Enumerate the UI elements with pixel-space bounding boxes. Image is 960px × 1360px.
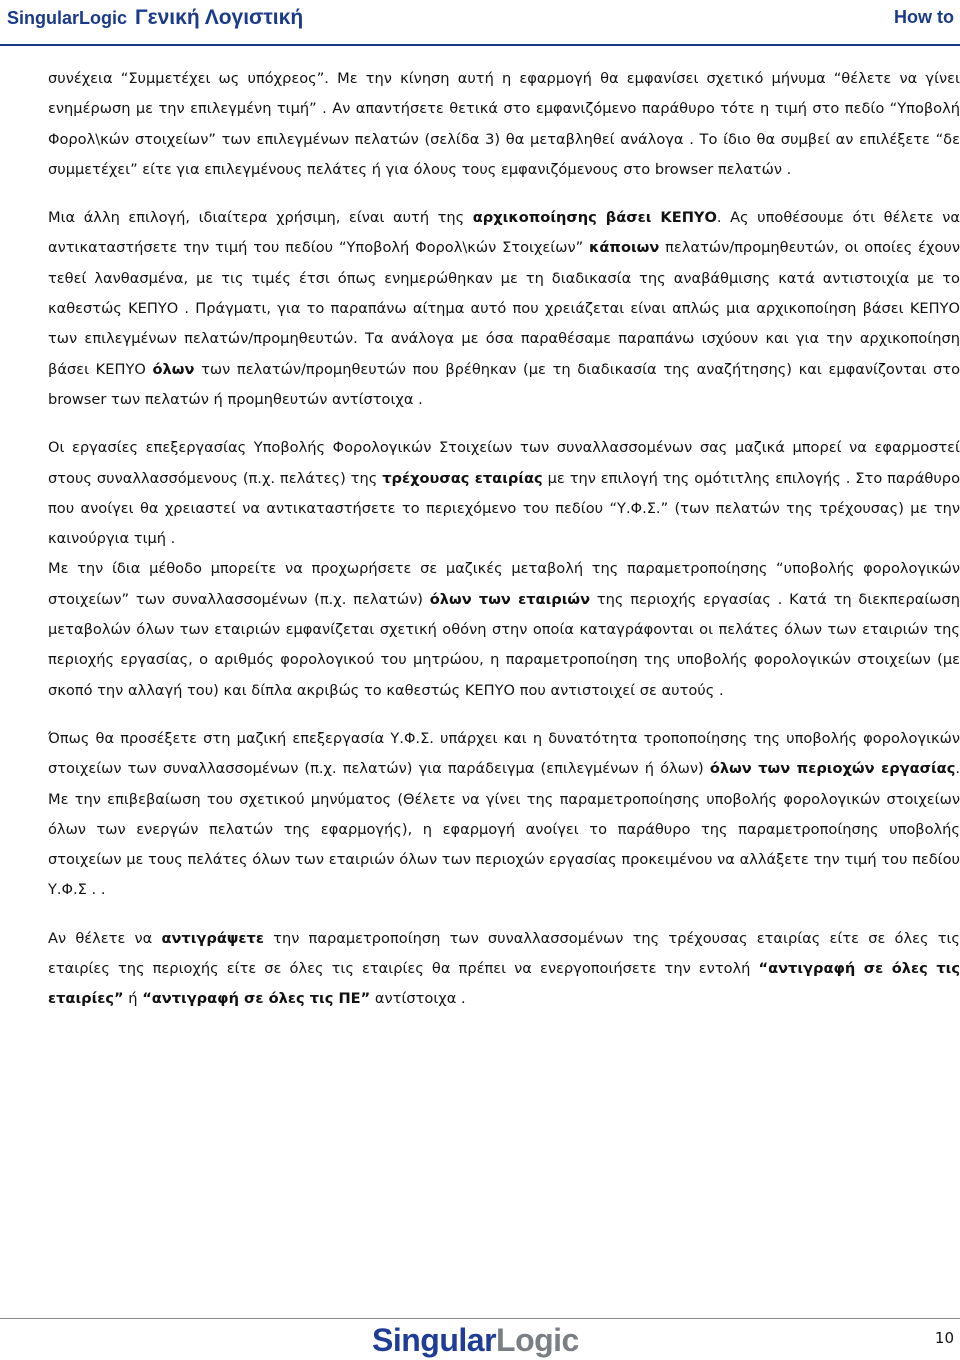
text-run: με την επιλογή της ομότιτλης επιλογής . Στο παράθυρο που ανοίγει θα χρειαστεί να αντικαταστήσετε το περιεχόμενο του πεδίου “Υ.Φ.Σ.” (των πελατών της τρέχουσας) με την καινούργια τιμή . [48,469,960,548]
text-run: πελατών/προμηθευτών, οι οποίες έχουν τεθεί λανθασμένα, με τις τιμές έτσι όπως ενημερώθηκαν με τη διαδικασία της αναβάθμισης κατά αντιστοιχία με το καθεστώς ΚΕΠΥΟ . Πράγματι, για το παραπάνω αίτημα αυτό που χρειάζεται είναι απλώς μια αρχικοποίηση βάσει ΚΕΠΥΟ των επιλεγμένων πελατών/προμηθευτών. Τα ανάλογα με όσα παραθέσαμε παραπάνω ισχύουν και για την αρχικοποίηση βάσει ΚΕΠΥΟ [48,239,960,378]
text-run: Όπως θα προσέξετε στη μαζική επεξεργασία Υ.Φ.Σ. υπάρχει και η δυνατότητα τροποποίησης της υποβολής φορολογικών στοιχείων των συναλλασσομένων (π.χ. πελατών) για παράδειγμα (επιλεγμένων ή όλων) [48,729,960,778]
bold-run: αντιγράψετε [161,929,264,947]
bold-run: κάποιων [589,239,660,257]
page-number: 10 [934,1329,954,1347]
text-run: Μια άλλη επιλογή, ιδιαίτερα χρήσιμη, είναι αυτή της [48,209,473,227]
text-run: . Με την επιβεβαίωση του σχετικού μηνύματος (Θέλετε να γίνει της παραμετροποίησης υποβολής φορολογικών στοιχείων όλων των ενεργών πελατών της εφαρμογής), η εφαρμογή ανοίγει το παράθυρο της παραμετροποίησης υποβολής στοιχείων με τους πελάτες όλων των εταιριών όλων των περιοχών εργασίας προκειμένου να αλλάξετε την τιμή του πεδίου Υ.Φ.Σ . . [48,760,960,899]
text-run: συνέχεια “Συμμετέχει ως υπόχρεος”. Με την κίνηση αυτή η εφαρμογή θα εμφανίσει σχετικό μήνυμα “θέλετε να γίνει ενημέρωση με την επιλεγμένη τιμή” . Αν απαντήσετε θετικά στο εμφανιζόμενο παράθυρο τότε η τιμή στο πεδίο “Υποβολή Φορολ\κών στοιχείων” των επιλεγμένων πελατών (σελίδα 3) θα μεταβληθεί ανάλογα . Το ίδιο θα συμβεί αν επιλέξετε “δε συμμετέχει” είτε για επιλεγμένους πελάτες ή για όλους τους εμφανιζόμενους στο browser πελατών . [48,70,960,178]
footer-divider [0,1318,960,1319]
logo-word-logic: Logic [496,1322,579,1358]
header-brand [7,6,303,30]
bold-run: όλων των περιοχών εργασίας [709,760,956,778]
paragraph-5 [48,924,960,1015]
text-run: αντίστοιχα . [370,990,466,1008]
text-run: της περιοχής εργασίας . Κατά τη διεκπεραίωση μεταβολών όλων των εταιριών εμφανίζεται σχετική οθόνη στην οποία καταγράφονται οι πελάτες όλων των εταιριών της περιοχής εργασίας, ο αριθμός φορολογικού του μητρώου, η παραμετροποίηση της υποβολής φορολογικών στοιχείων (με σκοπό την αλλαγή του) και δίπλα ακριβώς το καθεστώς ΚΕΠΥΟ που αντιστοιχεί σε αυτούς . [48,590,960,699]
logo-word-singular: Singular [372,1322,497,1358]
text-run: ή [123,990,143,1008]
bold-run: “αντιγραφή σε όλες τις ΠΕ” [142,990,371,1008]
text-run: Οι εργασίες επεξεργασίας Υποβολής Φορολογικών Στοιχείων των συναλλασσομένων σας μαζικά μπορεί να εφαρμοστεί στους συναλλασσόμενους (π.χ. πελάτες) της [48,439,960,487]
bold-run: “αντιγραφή σε όλες τις εταιρίες” [48,960,960,1008]
singularlogic-logo [372,1321,579,1359]
howto-label: How to [894,7,954,27]
text-run: Αν θέλετε να [48,929,162,947]
document-title: Γενική Λογιστική [135,6,304,29]
brand-name: SingularLogic [7,8,128,28]
paragraph-3 [48,433,960,706]
paragraph-1 [48,64,960,185]
text-run: Με την ίδια μέθοδο μπορείτε να προχωρήσετε σε μαζικές μεταβολή της παραμετροποίησης “υποβολής φορολογικών στοιχείων” των συναλλασσομένων (π.χ. πελατών) [48,560,960,608]
bold-run: όλων των εταιριών [429,590,591,608]
paragraph-4 [48,724,960,906]
bold-run: αρχικοποίησης βάσει ΚΕΠΥΟ [472,209,717,227]
bold-run: όλων [152,360,195,378]
text-run: . Ας υποθέσουμε ότι θέλετε να αντικαταστήσετε την τιμή του πεδίου “Υποβολή Φορολ\κών Στοιχείων” [48,209,960,257]
text-run: των πελατών/προμηθευτών που βρέθηκαν (με τη διαδικασία της αναζήτησης) και εμφανίζονται στο browser των πελατών ή προμηθευτών αντίστοιχα . [48,360,960,408]
document-body [48,64,960,1015]
page-header [0,0,960,46]
paragraph-2 [48,203,960,415]
bold-run: τρέχουσας εταιρίας [382,469,543,487]
text-run: την παραμετροποίηση των συναλλασσομένων της τρέχουσας εταιρίας είτε σε όλες τις εταιρίες της περιοχής είτε σε όλες τις εταιρίες θα πρέπει να ενεργοποιήσετε την εντολή [48,929,960,978]
page-footer [0,1318,960,1360]
